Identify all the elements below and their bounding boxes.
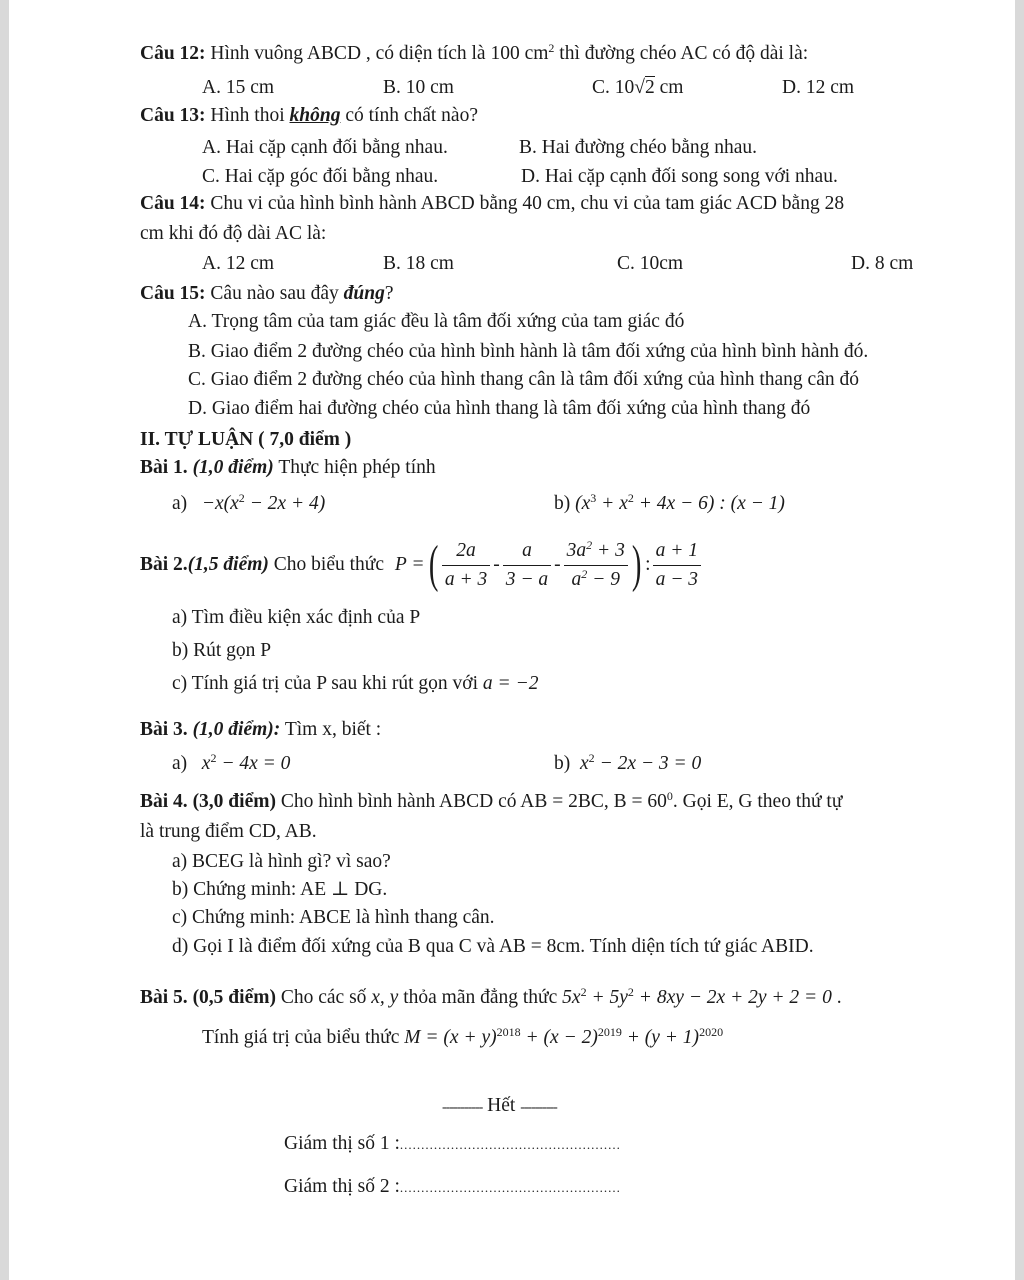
right-paren-icon: ) bbox=[631, 536, 642, 593]
fraction-1: $\frac{2a}{a + 3}$ bbox=[442, 539, 490, 592]
bai5-stem-line2: Tính giá trị của biểu thức $M = (x + y)^{2018} + (x - 2)^{2019} + (y + 1)^{2020}$ bbox=[202, 1025, 724, 1048]
section-title: II. TỰ LUẬN ( 7,0 điểm ) bbox=[140, 429, 352, 450]
q12-label: Câu 12: bbox=[140, 43, 206, 64]
q15-stem: Câu 15: Câu nào sau đây đúng? bbox=[140, 283, 394, 304]
bai5-stem: Bài 5. (0,5 điểm) Cho các số x, y thỏa mãn đẳng thức $5x^2 + 5y^2 + 8xy - 2x + 2y + 2 = 0$ . bbox=[140, 985, 842, 1008]
fraction-2: $\frac{a}{3 - a}$ bbox=[503, 539, 551, 592]
bai4-part-a: a) BCEG là hình gì? vì sao? bbox=[172, 851, 391, 872]
q12-option-d: D. 12 cm bbox=[782, 77, 855, 98]
sqrt-icon: √ bbox=[634, 77, 645, 98]
bai2-part-a: a) Tìm điều kiện xác định của P bbox=[172, 607, 421, 628]
q15-option-b: B. Giao điểm 2 đường chéo của hình bình hành là tâm đối xứng của hình bình hành đó. bbox=[188, 341, 869, 362]
q12-option-b: B. 10 cm bbox=[383, 77, 454, 98]
bai2-part-c: c) Tính giá trị của P sau khi rút gọn với a = −2 bbox=[172, 673, 539, 694]
fraction-4: $\frac{a + 1}{a - 3}$ bbox=[653, 539, 701, 592]
q15-option-d: D. Giao điểm hai đường chéo của hình thang là tâm đối xứng của hình thang đó bbox=[188, 398, 811, 419]
q14-option-a: A. 12 cm bbox=[202, 253, 275, 274]
q13-option-c: C. Hai cặp góc đối bằng nhau. bbox=[202, 166, 439, 187]
proctor-1-line: Giám thị số 1 :.................................................... bbox=[284, 1133, 621, 1154]
bai2-stem: Bài 2. (1,5 điểm) Cho biểu thức P = ( $\frac{2a}{a + 3}$ - $\frac{a}{3 - a}$ - $\frac{3a^2 + 3}{a^2 - 9}$ ) : $\frac{a + 1}{a - 3}$ bbox=[140, 530, 701, 600]
q14-stem-line2: cm khi đó độ dài AC là: bbox=[140, 223, 327, 244]
q15-option-c: C. Giao điểm 2 đường chéo của hình thang cân là tâm đối xứng của hình thang cân đó bbox=[188, 369, 859, 390]
bai2-label: Bài 2. bbox=[140, 554, 188, 575]
q13-stem: Câu 13: Hình thoi không có tính chất nào? bbox=[140, 105, 478, 126]
bai1-part-b: b) $(x^3 + x^2 + 4x - 6)$ : (x − 1) bbox=[554, 491, 785, 514]
q14-option-b: B. 18 cm bbox=[383, 253, 454, 274]
bai3-part-a: a) $x^2 - 4x = 0$ bbox=[172, 751, 291, 774]
bai1-stem: Bài 1. (1,0 điểm) Thực hiện phép tính bbox=[140, 457, 436, 478]
q14-option-c: C. 10cm bbox=[617, 253, 684, 274]
bai4-part-b: b) Chứng minh: AE ⊥ DG. bbox=[172, 879, 388, 900]
q13-label: Câu 13: bbox=[140, 105, 206, 126]
fraction-3: $\frac{3a^2 + 3}{a^2 - 9}$ bbox=[564, 539, 628, 592]
bai3-label: Bài 3. bbox=[140, 719, 188, 740]
q13-option-a: A. Hai cặp cạnh đối bằng nhau. bbox=[202, 137, 448, 158]
bai4-stem-line2: là trung điểm CD, AB. bbox=[140, 821, 317, 842]
left-paren-icon: ( bbox=[428, 536, 438, 593]
q15-option-a: A. Trọng tâm của tam giác đều là tâm đối xứng của tam giác đó bbox=[188, 311, 685, 332]
bai3-part-b: b) $x^2 - 2x - 3 = 0$ bbox=[554, 751, 702, 774]
q14-stem: Câu 14: Chu vi của hình bình hành ABCD bằng 40 cm, chu vi của tam giác ACD bằng 28 bbox=[140, 193, 845, 214]
q12-stem: Câu 12: Hình vuông ABCD , có diện tích là 100 $cm^2$ thì đường chéo AC có độ dài là: bbox=[140, 41, 809, 64]
q12-option-a: A. 15 cm bbox=[202, 77, 275, 98]
bai1-part-a: a) $-x(x^2 - 2x + 4)$ bbox=[172, 491, 326, 514]
bai4-label: Bài 4. bbox=[140, 791, 188, 812]
q13-option-b: B. Hai đường chéo bằng nhau. bbox=[519, 137, 758, 158]
bai1-label: Bài 1. bbox=[140, 457, 188, 478]
end-marker: ----------- Hết ---------- bbox=[442, 1095, 557, 1116]
q12-option-c: C. 10√2 cm bbox=[592, 77, 684, 98]
q15-label: Câu 15: bbox=[140, 283, 206, 304]
q13-option-d: D. Hai cặp cạnh đối song song với nhau. bbox=[521, 166, 838, 187]
bai4-stem: Bài 4. (3,0 điểm) Cho hình bình hành ABCD có AB = 2BC, $B = 60^0$. Gọi E, G theo thứ tự bbox=[140, 789, 843, 812]
bai4-part-d: d) Gọi I là điểm đối xứng của B qua C và AB = 8cm. Tính diện tích tứ giác ABID. bbox=[172, 936, 814, 957]
q14-option-d: D. 8 cm bbox=[851, 253, 914, 274]
bai4-part-c: c) Chứng minh: ABCE là hình thang cân. bbox=[172, 907, 495, 928]
proctor-2-line: Giám thị số 2 :.................................................... bbox=[284, 1176, 621, 1197]
q14-label: Câu 14: bbox=[140, 193, 206, 214]
bai5-label: Bài 5. bbox=[140, 987, 188, 1008]
bai2-part-b: b) Rút gọn P bbox=[172, 640, 272, 661]
bai3-stem: Bài 3. (1,0 điểm): Tìm x, biết : bbox=[140, 719, 382, 740]
